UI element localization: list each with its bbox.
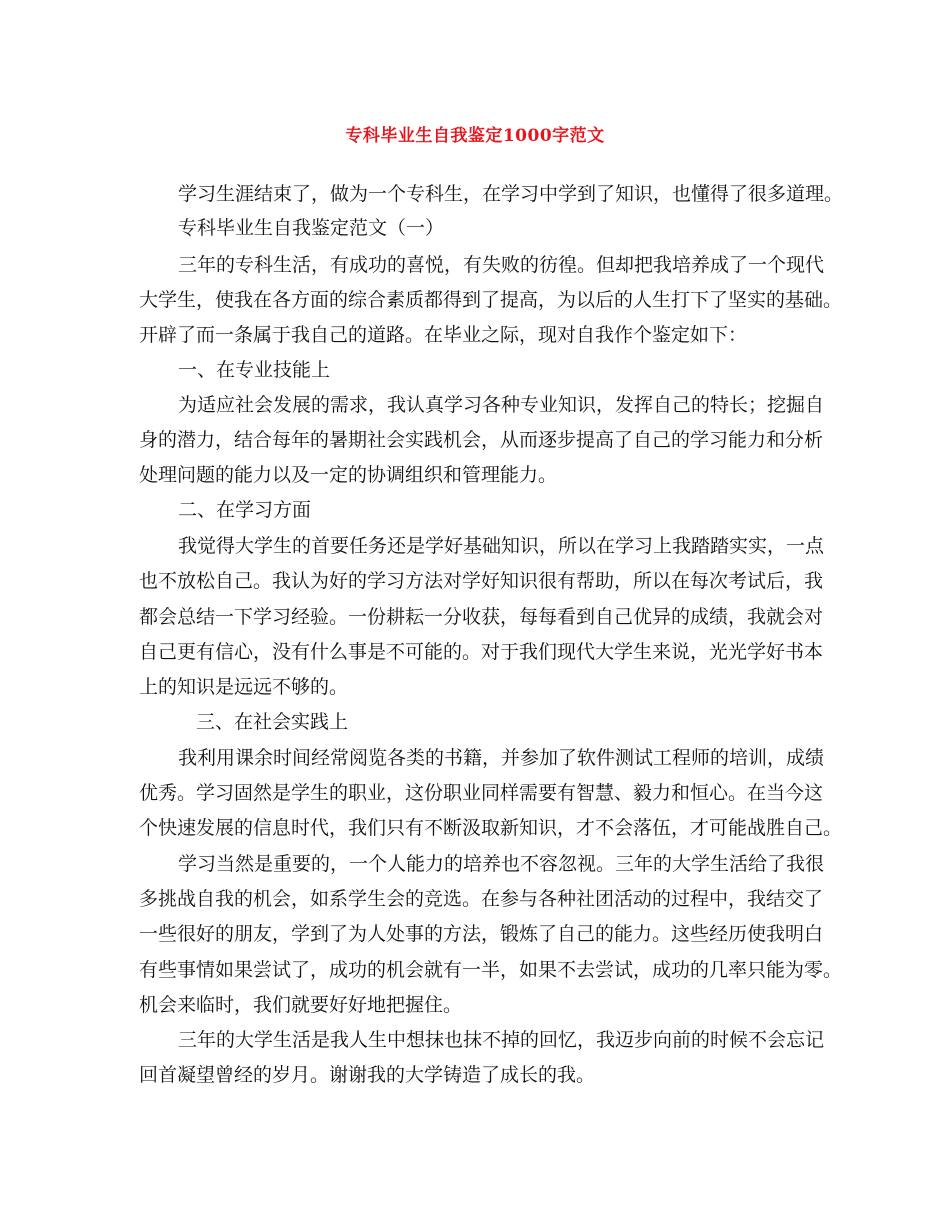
section-heading: 一、在专业技能上 xyxy=(178,359,331,381)
paragraph-line: 有些事情如果尝试了，成功的机会就有一半，如果不去尝试，成功的几率只能为零。 xyxy=(139,959,843,981)
paragraph-line: 我觉得大学生的首要任务还是学好基础知识，所以在学习上我踏踏实实，一点 xyxy=(178,535,825,557)
paragraph-line: 我利用课余时间经常阅览各类的书籍，并参加了软件测试工程师的培训，成绩 xyxy=(178,747,825,769)
paragraph-line: 学习生涯结束了，做为一个专科生，在学习中学到了知识，也懂得了很多道理。 xyxy=(178,183,844,205)
paragraph-line: 回首凝望曾经的岁月。谢谢我的大学铸造了成长的我。 xyxy=(139,1064,596,1086)
paragraph-line: 上的知识是远远不够的。 xyxy=(139,676,349,698)
paragraph-line: 一些很好的朋友，学到了为人处事的方法，锻炼了自己的能力。这些经历使我明白 xyxy=(139,923,824,945)
paragraph-line: 机会来临时，我们就要好好地把握住。 xyxy=(139,994,463,1016)
paragraph-line: 学习当然是重要的，一个人能力的培养也不容忽视。三年的大学生活给了我很 xyxy=(178,853,825,875)
paragraph-line: 处理问题的能力以及一定的协调组织和管理能力。 xyxy=(139,464,558,486)
document-title: 专科毕业生自我鉴定1000字范文 xyxy=(345,126,605,146)
section-heading: 三、在社会实践上 xyxy=(196,711,349,733)
paragraph-line: 身的潜力，结合每年的暑期社会实践机会，从而逐步提高了自己的学习能力和分析 xyxy=(139,429,824,451)
paragraph-line: 个快速发展的信息时代，我们只有不断汲取新知识，才不会落伍，才可能战胜自己。 xyxy=(139,817,843,839)
paragraph-line: 开辟了而一条属于我自己的道路。在毕业之际，现对自我作个鉴定如下： xyxy=(139,324,748,346)
paragraph-line: 为适应社会发展的需求，我认真学习各种专业知识，发挥自己的特长；挖掘自 xyxy=(178,394,825,416)
paragraph-line: 三年的大学生活是我人生中想抹也抹不掉的回忆，我迈步向前的时候不会忘记 xyxy=(178,1029,825,1051)
paragraph-line: 自己更有信心，没有什么事是不可能的。对于我们现代大学生来说，光光学好书本 xyxy=(139,641,824,663)
section-heading: 二、在学习方面 xyxy=(178,499,312,521)
paragraph-line: 多挑战自我的机会，如系学生会的竞选。在参与各种社团活动的过程中，我结交了 xyxy=(139,888,824,910)
paragraph-line: 优秀。学习固然是学生的职业，这份职业同样需要有智慧、毅力和恒心。在当今这 xyxy=(139,782,824,804)
paragraph-line: 三年的专科生活，有成功的喜悦，有失败的彷徨。但却把我培养成了一个现代 xyxy=(178,254,825,276)
paragraph-line: 都会总结一下学习经验。一份耕耘一分收获，每每看到自己优异的成绩，我就会对 xyxy=(139,606,824,628)
paragraph-line: 大学生，使我在各方面的综合素质都得到了提高，为以后的人生打下了坚实的基础。 xyxy=(139,289,843,311)
section-heading: 专科毕业生自我鉴定范文（一） xyxy=(178,217,445,239)
paragraph-line: 也不放松自己。我认为好的学习方法对学好知识很有帮助，所以在每次考试后，我 xyxy=(139,570,824,592)
